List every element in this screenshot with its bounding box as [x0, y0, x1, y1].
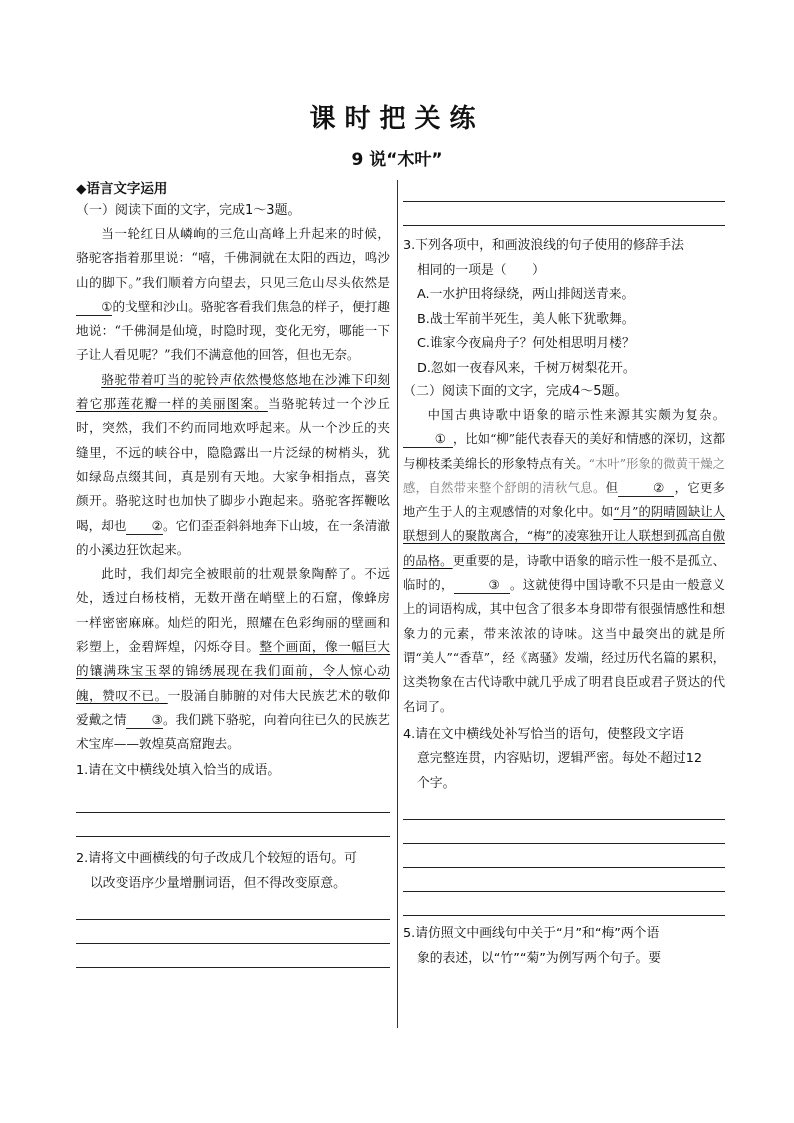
wavy-sentence: “木叶”形象的微黄干燥之感，自然带来整个舒朗的清秋气息。 [403, 456, 725, 495]
blank-3[interactable]: ③ [126, 712, 162, 729]
answer-line[interactable] [76, 896, 390, 920]
instruction-1: （一）阅读下面的文字，完成1～3题。 [76, 203, 301, 218]
answer-lines-2[interactable] [76, 896, 390, 968]
option-a[interactable]: A.一水护田将绿绕，两山排闼送青来。 [417, 287, 635, 302]
passage-2 [403, 403, 725, 719]
paragraph-3: 此时，我们却完全被眼前的壮观景象陶醉了。不远处，透过白杨枝梢，无数开凿在峭壁上的石窟，像蜂房一样密密麻麻。灿烂的阳光，照耀在色彩绚丽的壁画和彩塑上，金碧辉煌，闪烁夺目。整个画面，像一幅巨大的镶满珠宝玉翠的锦绣展现在我们面前，令人惊心动魄，赞叹不已。一股涌自肺腑的对伟大民族艺术的敬仰爱戴之情 ③。我们跳下骆驼，向着向往已久的民族艺术宝库——敦煌莫高窟跑去。 [76, 566, 391, 752]
answer-line[interactable] [76, 789, 390, 813]
answer-line[interactable] [403, 178, 725, 202]
answer-line[interactable] [403, 868, 725, 892]
question-5: 5.请仿照文中画线句中关于“月”和“梅”两个语 象的表述，以“竹”“菊”为例写两个句子。要 [403, 926, 662, 966]
answer-line[interactable] [403, 820, 725, 844]
answer-lines-4[interactable] [403, 796, 725, 916]
left-column [76, 178, 390, 968]
blank-1[interactable]: ① [76, 299, 112, 316]
passage-1 [76, 222, 390, 757]
answer-lines-1[interactable] [76, 789, 390, 837]
question-3: 3.下列各项中，和画波浪线的句子使用的修辞手法 相同的一项是（ ） [403, 238, 684, 278]
lesson-subtitle: 9 说“木叶” [351, 150, 443, 170]
underlined-sentence-3: “月”的阴晴圆缺让人联想到人的聚散离合，“梅”的凌寒独开让人联想到孤高自傲的品格。 [403, 505, 725, 568]
answer-line[interactable] [403, 202, 725, 226]
question-2: 2.请将文中画横线的句子改成几个较短的语句。可 以改变语序少量增删词语，但不得改变原意。 [76, 851, 357, 891]
answer-line[interactable] [403, 892, 725, 916]
underlined-sentence-2: 整个画面，像一幅巨大的镶满珠宝玉翠的锦绣展现在我们面前，令人惊心动魄，赞叹不已。 [76, 639, 391, 703]
paragraph-1: 当一轮红日从嶙峋的三危山高峰上升起来的时候，骆驼客指着那里说：“嘻，千佛洞就在太阳的西边，鸣沙山的脚下。”我们顺着方向望去，只见三危山尽头依然是①的戈壁和沙山。骆驼客看我们焦急的样子，便打趣地说：“千佛洞是仙境，时隐时现，变化无穷，哪能一下子让人看见呢？”我们不满意他的回答，但也无奈。 [76, 226, 390, 363]
answer-line[interactable] [76, 944, 390, 968]
answer-line[interactable] [76, 920, 390, 944]
option-c[interactable]: C.谁家今夜扁舟子？何处相思明月楼？ [417, 336, 635, 351]
blank-4-3[interactable]: ③ [454, 577, 510, 594]
section-heading: ◆语言文字运用 [76, 181, 168, 197]
answer-line[interactable] [76, 813, 390, 837]
question-4: 4.请在文中横线处补写恰当的语句，使整段文字语 意完整连贯，内容贴切，逻辑严密。每处不超过12 个字。 [403, 726, 703, 791]
option-d[interactable]: D.忽如一夜春风来，千树万树梨花开。 [417, 360, 636, 376]
underlined-sentence-1: 骆驼带着叮当的驼铃声依然慢悠悠地在沙滩下印刻着它那莲花瓣一样的美丽图案。 [76, 371, 390, 412]
paragraph-2: 骆驼带着叮当的驼铃声依然慢悠悠地在沙滩下印刻着它那莲花瓣一样的美丽图案。当骆驼转过一个沙丘时，突然，我们不约而同地欢呼起来。从一个沙丘的夹缝里，不远的峡谷中，隐隐露出一片泛绿的树梢头，犹如绿岛点缀其间，真是别有天地。大家争相指点，喜笑颜开。骆驼这时也加快了脚步小跑起来。骆驼客挥鞭吆喝，却也 ②。它们歪歪斜斜地奔下山坡，在一条清澈的小溪边狂饮起来。 [76, 371, 391, 557]
answer-line[interactable] [403, 844, 725, 868]
question-1: 1.请在文中横线处填入恰当的成语。 [76, 762, 281, 778]
blank-4-2[interactable]: ② [618, 480, 674, 497]
paragraph-4: 中国古典诗歌中语象的暗示性来源其实颇为复杂。① ，比如“柳”能代表春天的美好和情感的深切，这都与柳枝柔美绵长的形象特点有关。“木叶”形象的微黄干燥之感，自然带来整个舒朗的清秋气息。但 ② ，它更多地产生于人的主观感情的对象化中。如“月”的阴晴圆缺让人联想到人的聚散离合，“梅”的凌寒独开让人联想到孤高自傲的品格。更重要的是，诗歌中语象的暗示性一般不是孤立、临时的， ③ 。这就使得中国诗歌不只是由一般意义上的词语构成，其中包含了很多本身即带有很强情感性和想象力的元素，带来浓浓的诗味。这当中最突出的就是所谓“美人”“香草”，经《离骚》发端，经过历代名篇的累积，这类物象在古代诗歌中就几乎成了明君良臣或君子贤达的代名词了。 [403, 408, 725, 714]
right-column [403, 178, 725, 971]
column-divider [397, 180, 398, 1028]
page-title: 课时把关练 [309, 104, 485, 134]
answer-lines-2-continued[interactable] [403, 178, 725, 226]
blank-4-1[interactable]: ① [403, 431, 453, 448]
blank-2[interactable]: ② [126, 518, 162, 535]
instruction-2: （二）阅读下面的文字，完成4～5题。 [403, 384, 628, 399]
option-b[interactable]: B.战士军前半死生，美人帐下犹歌舞。 [417, 311, 635, 327]
answer-line[interactable] [403, 796, 725, 820]
